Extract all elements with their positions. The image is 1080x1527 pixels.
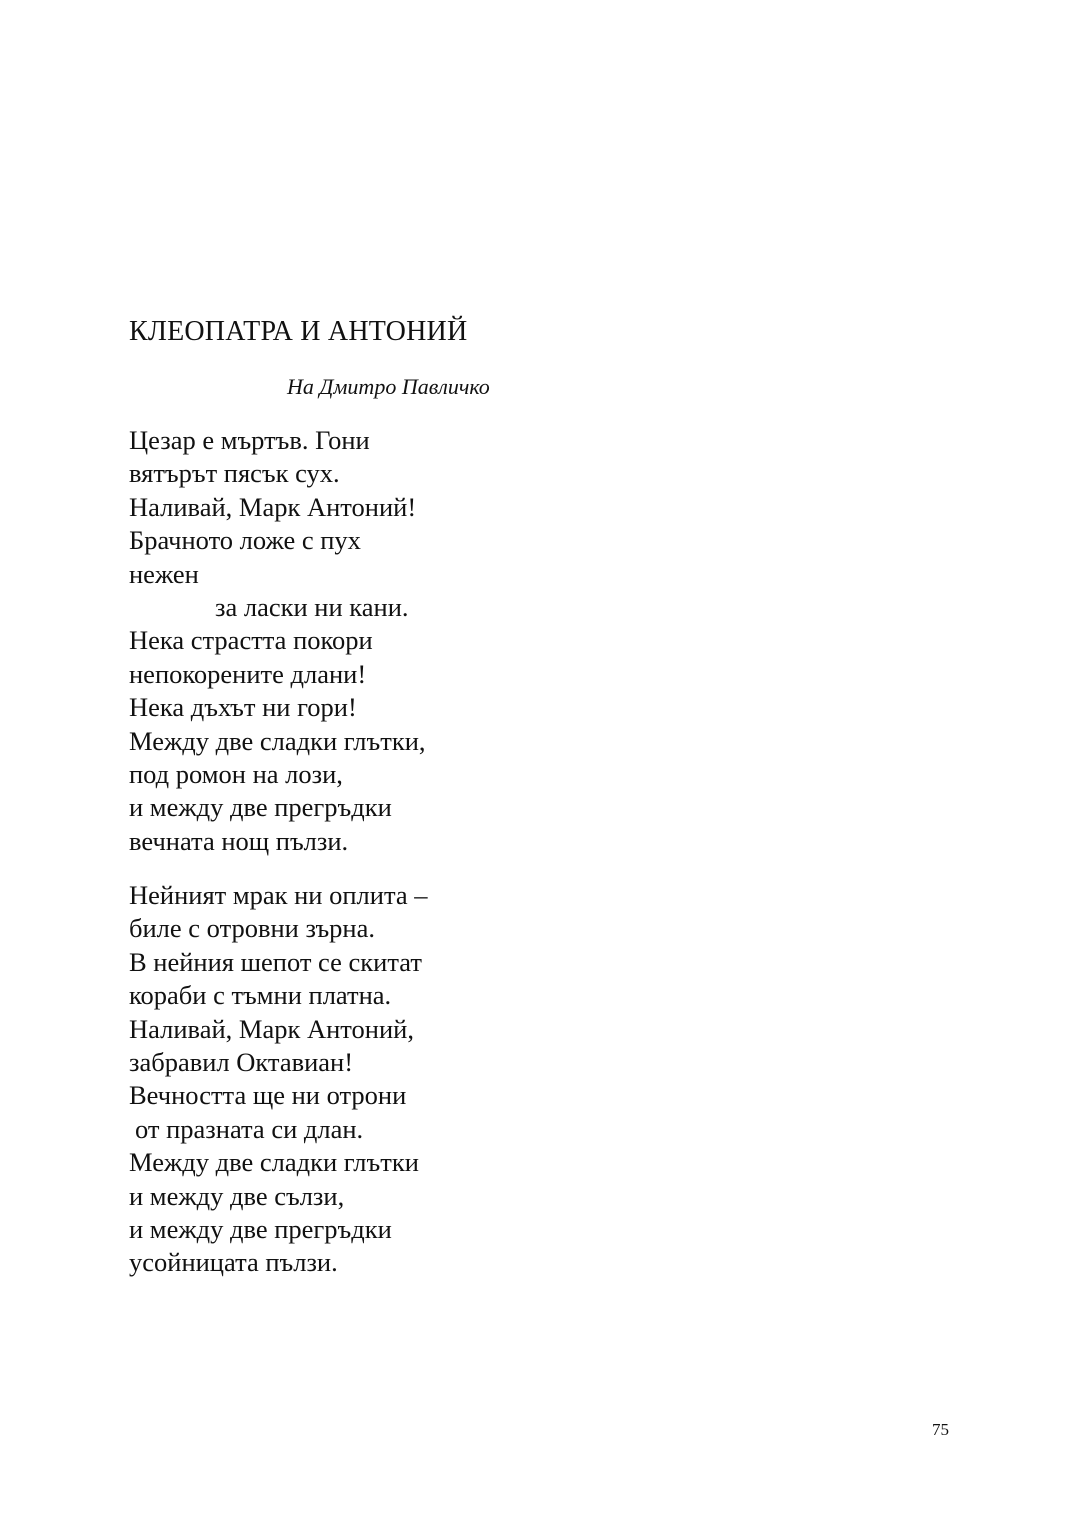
poem-line: Вечността ще ни отрони [129,1080,407,1111]
poem-line-indented: от празната си длан. [135,1113,364,1144]
stanza-2 [129,879,428,1280]
poem-line: Брачното ложе с пух [129,525,361,556]
poem-line: Между две сладки глътки [129,1147,419,1178]
poem-line: и между две прегръдки [129,1213,392,1244]
poem-line: Нейният мрак ни оплита – [129,880,428,910]
poem-line: Между две сладки глътки, [129,725,426,756]
poem-line: нежен [129,558,199,589]
poem-line: под ромон на лози, [129,758,343,789]
poem-line-indented: за ласки ни кани. [215,591,409,622]
poem-line: биле с отровни зърна. [129,913,376,944]
stanza-1 [129,424,426,858]
poem-line: кораби с тъмни платна. [129,980,392,1011]
poem-line: вечната нощ пълзи. [129,825,349,856]
poem-dedication: На Дмитро Павличко [287,374,490,399]
poem-line: Цезар е мъртъв. Гони [129,425,370,455]
poem-line: Наливай, Марк Антоний, [129,1013,414,1044]
poem-line: и между две прегръдки [129,792,392,823]
poem-line: забравил Октавиан! [129,1046,354,1077]
poem-line: Нека дъхът ни гори! [129,692,357,723]
poem-line: Нека страстта покори [129,625,373,656]
poem-line: и между две сълзи, [129,1180,345,1211]
poem-title: КЛЕОПАТРА И АНТОНИЙ [129,316,468,347]
poem-line: усойницата пълзи. [129,1247,338,1278]
poem-line: В нейния шепот се скитат [129,946,422,977]
poem-line: непокорените длани! [129,658,367,689]
page-number: 75 [932,1420,949,1439]
poem-line: Наливай, Марк Антоний! [129,491,417,522]
poem-line: вятърът пясък сух. [129,458,340,489]
